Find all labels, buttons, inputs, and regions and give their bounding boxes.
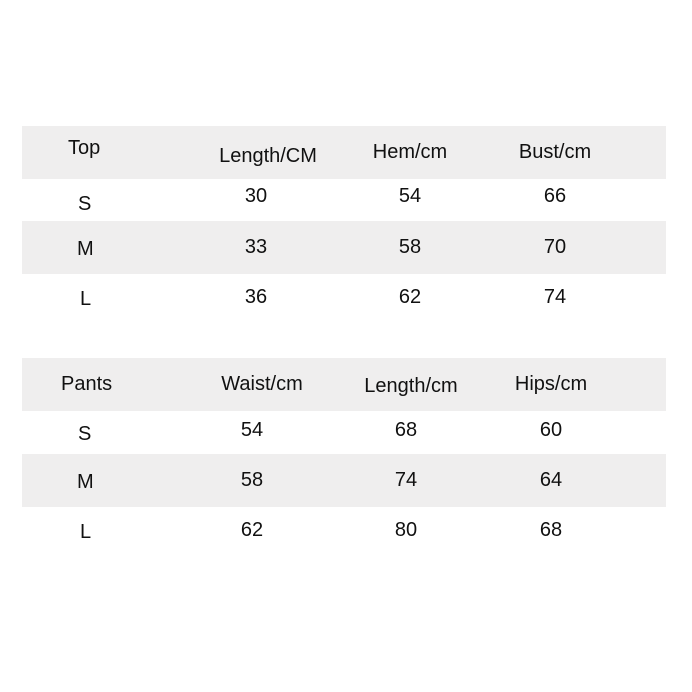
bust-value: 74 (543, 285, 567, 308)
pants-header-length: Length/cm (364, 375, 458, 397)
waist-value: 54 (240, 419, 264, 441)
table-row (22, 221, 666, 274)
size-label: M (77, 238, 94, 260)
bust-value: 66 (543, 184, 567, 207)
table-row (22, 454, 666, 507)
table-row (22, 507, 666, 553)
length-value: 68 (394, 419, 418, 441)
table-row (22, 411, 666, 454)
pants-header-hips: Hips/cm (514, 373, 588, 395)
top-table-header-row (22, 126, 666, 179)
top-header-hem: Hem/cm (372, 141, 448, 163)
pants-header-waist: Waist/cm (221, 373, 303, 395)
length-value: 36 (244, 285, 268, 308)
hips-value: 60 (539, 419, 563, 441)
hem-value: 62 (398, 285, 422, 308)
waist-value: 58 (240, 469, 264, 491)
hem-value: 54 (398, 184, 422, 207)
length-value: 74 (394, 469, 418, 491)
table-row (22, 179, 666, 221)
top-header-length: Length/CM (219, 145, 317, 167)
bust-value: 70 (543, 236, 567, 258)
hips-value: 64 (539, 469, 563, 491)
size-label: S (78, 423, 92, 445)
length-value: 33 (244, 236, 268, 258)
size-label: M (77, 471, 94, 493)
length-value: 30 (244, 184, 268, 207)
waist-value: 62 (240, 518, 264, 541)
pants-size-table (22, 358, 666, 553)
top-size-table (22, 126, 666, 320)
size-label: L (80, 520, 92, 543)
length-value: 80 (394, 518, 418, 541)
size-label: L (80, 287, 92, 310)
top-header-label: Top (68, 137, 101, 159)
hem-value: 58 (398, 236, 422, 258)
pants-header-label: Pants (61, 373, 113, 395)
table-row (22, 274, 666, 320)
top-header-bust: Bust/cm (518, 141, 592, 163)
hips-value: 68 (539, 518, 563, 541)
size-label: S (78, 192, 92, 215)
pants-table-header-row (22, 358, 666, 411)
